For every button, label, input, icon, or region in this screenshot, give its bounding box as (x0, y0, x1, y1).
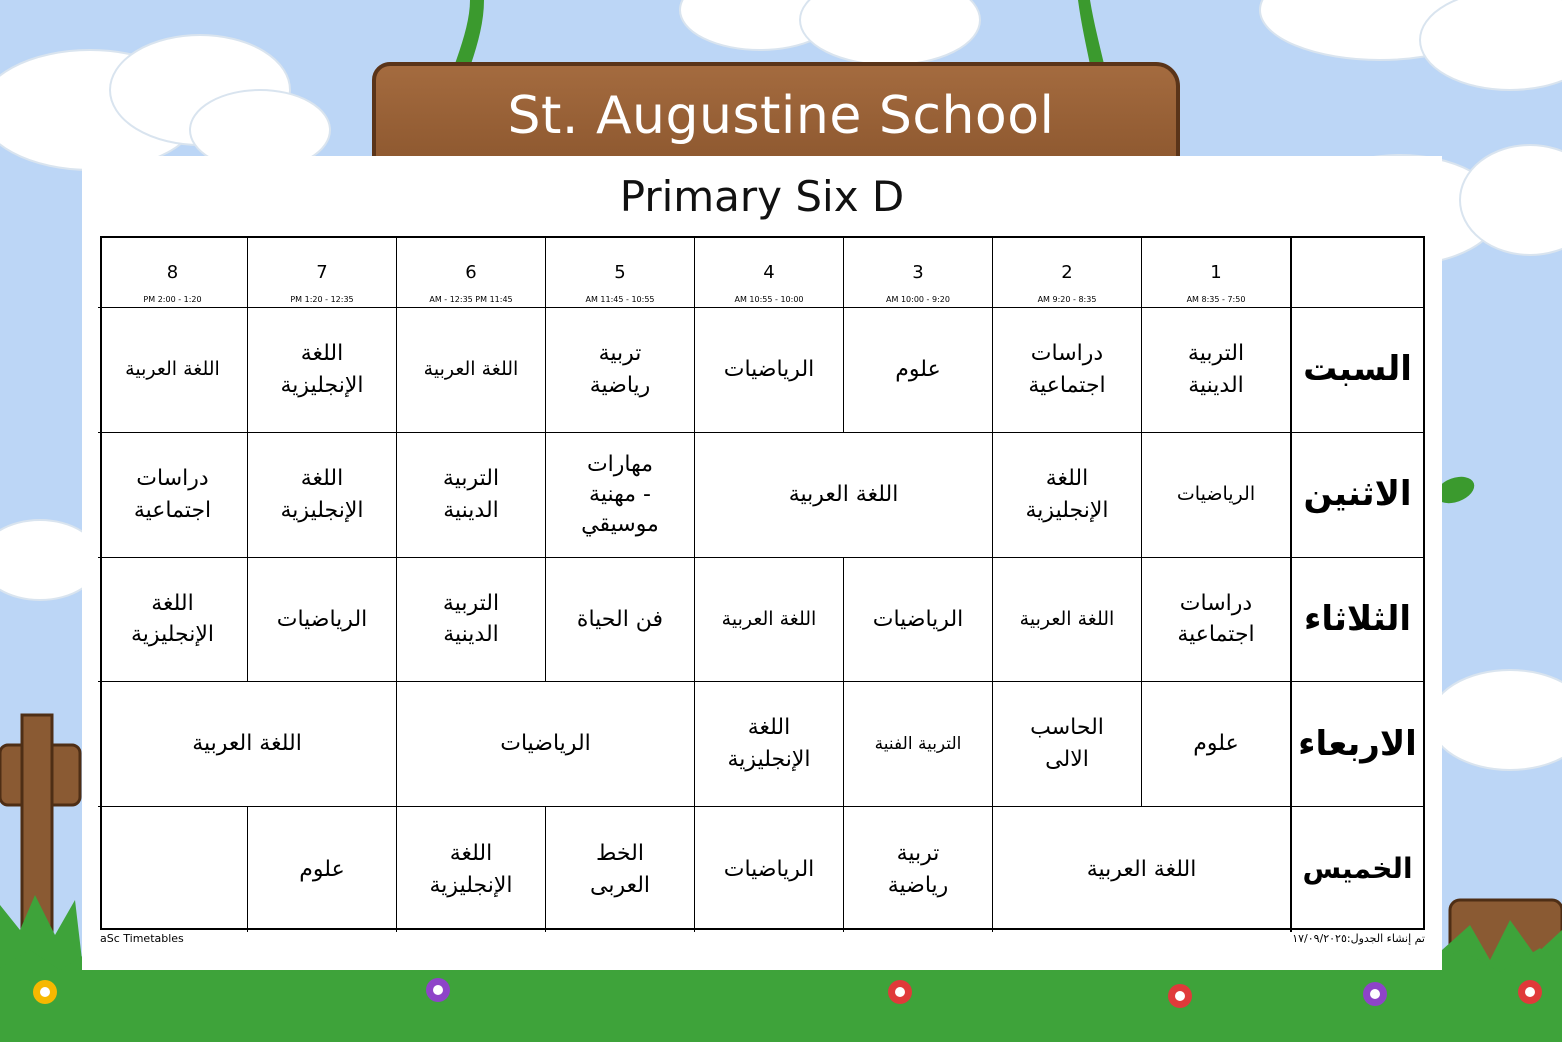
period-header (694, 238, 843, 308)
period-header (98, 238, 247, 308)
period-header (545, 238, 694, 308)
period-time: 10:00 - 10:55 AM (734, 295, 804, 305)
lesson-cell: اللغة الإنجليزية (247, 308, 396, 433)
day-label: السبت (1290, 308, 1423, 433)
lesson-cell: دراسات اجتماعية (98, 433, 247, 558)
day-label: الاربعاء (1290, 682, 1423, 807)
lesson-cell: اللغة العربية (992, 807, 1290, 932)
lesson-cell: الرياضيات (247, 558, 396, 683)
period-number: 3 (912, 261, 924, 283)
lesson-cell: اللغة الإنجليزية (694, 682, 843, 807)
period-number: 5 (614, 261, 626, 283)
lesson-cell: الرياضيات (1141, 433, 1290, 558)
lesson-cell: الرياضيات (843, 558, 992, 683)
period-number: 8 (166, 261, 179, 283)
lesson-cell: علوم (247, 807, 396, 932)
period-time: 7:50 - 8:35 AM (1186, 295, 1246, 305)
lesson-cell (98, 807, 247, 932)
period-number: 4 (763, 261, 775, 283)
lesson-cell: اللغة الإنجليزية (396, 807, 545, 932)
day-label: الثلاثاء (1290, 558, 1423, 683)
timetable-sheet (82, 156, 1442, 970)
lesson-cell: تربية رياضية (545, 308, 694, 433)
period-header (992, 238, 1141, 308)
lesson-cell: تربية رياضية (843, 807, 992, 932)
period-time: 8:35 - 9:20 AM (1037, 295, 1097, 305)
period-number: 7 (316, 261, 328, 283)
lesson-cell: علوم (1141, 682, 1290, 807)
lesson-cell: الخط العربى (545, 807, 694, 932)
period-time: 11:45 AM - 12:35 PM (429, 295, 513, 305)
class-title: Primary Six D (619, 172, 905, 221)
school-name: St. Augustine School (507, 86, 1055, 146)
lesson-cell: الرياضيات (396, 682, 694, 807)
period-time: 12:35 - 1:20 PM (290, 295, 354, 305)
lesson-cell: اللغة الإنجليزية (247, 433, 396, 558)
lesson-cell: التربية الدينية (396, 433, 545, 558)
period-number: 6 (465, 261, 477, 283)
lesson-cell: اللغة العربية (396, 308, 545, 433)
day-label: الاثنين (1290, 433, 1423, 558)
period-number: 1 (1210, 261, 1222, 283)
lesson-cell: اللغة العربية (98, 682, 396, 807)
lesson-cell: دراسات اجتماعية (1141, 558, 1290, 683)
lesson-cell: اللغة الإنجليزية (98, 558, 247, 683)
lesson-cell: مهارات - مهنية موسيقي (545, 433, 694, 558)
period-header (1141, 238, 1290, 308)
lesson-cell: الحاسب الالى (992, 682, 1141, 807)
period-number: 2 (1061, 261, 1073, 283)
lesson-cell: دراسات اجتماعية (992, 308, 1141, 433)
lesson-cell: اللغة العربية (992, 558, 1141, 683)
period-time: 1:20 - 2:00 PM (143, 295, 202, 305)
corner-cell (1290, 238, 1423, 308)
lesson-cell: اللغة العربية (694, 558, 843, 683)
lesson-cell: الرياضيات (694, 807, 843, 932)
period-time: 9:20 - 10:00 AM (886, 295, 950, 305)
lesson-cell: اللغة الإنجليزية (992, 433, 1141, 558)
generator-credit: aSc Timetables (100, 932, 184, 945)
lesson-cell: التربية الدينية (1141, 308, 1290, 433)
created-date: تم إنشاء الجدول:١٧/٠٩/٢٠٢٥ (1292, 932, 1425, 945)
period-header (843, 238, 992, 308)
period-header (396, 238, 545, 308)
lesson-cell: علوم (843, 308, 992, 433)
lesson-cell: اللغة العربية (98, 308, 247, 433)
day-label: الخميس (1290, 807, 1423, 932)
period-header (247, 238, 396, 308)
lesson-cell: اللغة العربية (694, 433, 992, 558)
lesson-cell: التربية الدينية (396, 558, 545, 683)
timetable-grid (100, 236, 1425, 930)
lesson-cell: التربية الفنية (843, 682, 992, 807)
lesson-cell: فن الحياة (545, 558, 694, 683)
period-time: 10:55 - 11:45 AM (585, 295, 655, 305)
lesson-cell: الرياضيات (694, 308, 843, 433)
